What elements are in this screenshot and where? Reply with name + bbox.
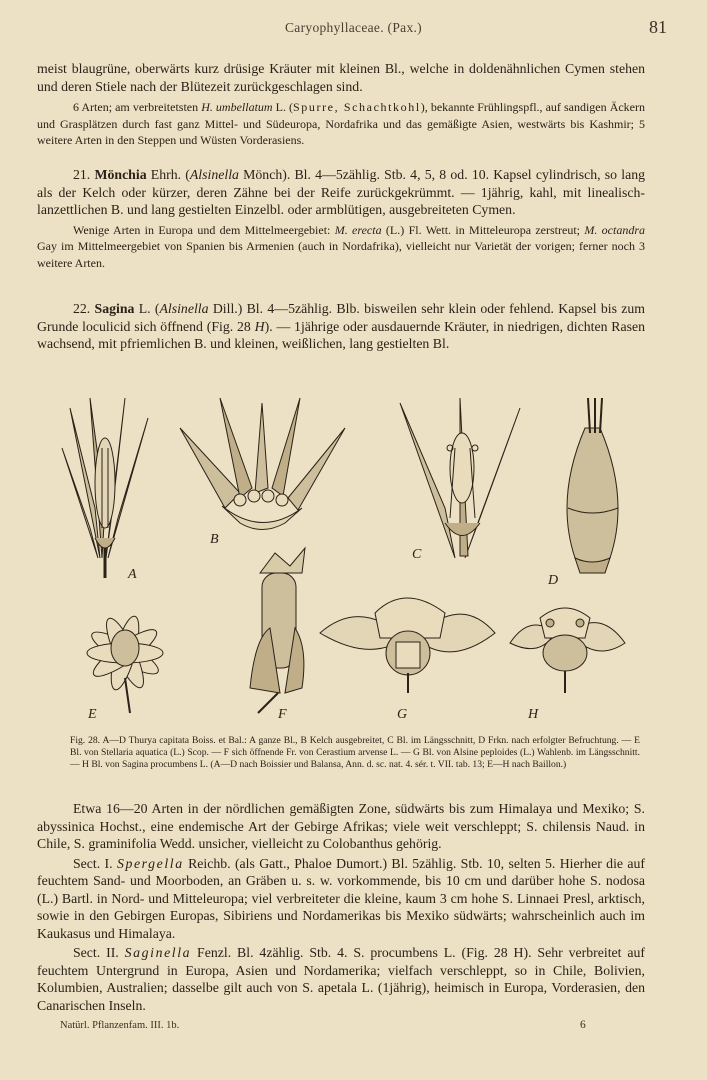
- species-text: Gay im Mittelmeergebiet von Spanien bis Armenien (auch in Nordafrika), vielleicht nur Varietät der vorigen; ferner noch 3 weitere Arten.: [37, 239, 645, 270]
- flower-h-illustration: [510, 608, 625, 693]
- section-name: Spergella: [116, 855, 184, 871]
- page-number: 81: [649, 17, 667, 37]
- genus-name: Mönchia: [94, 167, 147, 182]
- figure-label-f: F: [278, 707, 287, 722]
- genus-text: ). — 1jährige oder ausdauernde Kräuter, in niedrigen, dichten Rasen wachsend, mit pfriemlichen B. und kleinen, weißlichen, lang gestielten Bl.: [37, 318, 645, 351]
- intro-text: 6 Arten; am verbreitetsten: [73, 100, 202, 114]
- figure-label-g: G: [397, 707, 408, 722]
- header-title: Caryophyllaceae. (Pax.): [285, 20, 422, 35]
- intro-text: L. (: [272, 100, 294, 114]
- figure-label-h: H: [528, 707, 539, 722]
- calyx-b-illustration: [180, 398, 345, 530]
- intro-text: ), bekannte Frühlingspfl., auf sandigen Äckern und Grasplätzen durch fast ganz Mittel- und Südeuropa, Nordafrika und das gemäßigte Asien, westwärts bis Kashmir; 5 weitere Arten in den Steppen und Wüsten Vorderasiens.: [37, 100, 646, 148]
- section-label: Sect. I.: [73, 855, 117, 871]
- section-text: Fenzl. Bl. 4zählig. Stb. 4. S. procumbens L. (Fig. 28 H). Sehr verbreitet auf feuchtem Untergrund in Europa, Asien und Nordamerika; vielfach verschleppt, so in Chile, Bolivien, Kolumbien, Australien; dasselbe gilt auch von S. apetala L. (1jährig), heimisch in Europa, Vorderasien, den Canarischen Inseln.: [37, 945, 645, 1013]
- flower-c-illustration: [400, 398, 520, 558]
- figure-label-c: C: [412, 547, 422, 562]
- genus-author: Ehrh. (: [146, 167, 190, 182]
- section-label: Sect. II.: [73, 945, 125, 960]
- botanical-illustration: [40, 388, 670, 728]
- flower-e-illustration: [87, 614, 163, 713]
- genus-monchia: [37, 166, 645, 271]
- section-spergella: [37, 855, 645, 943]
- common-name: Spurre, Schachtkohl: [293, 100, 421, 114]
- section-text: Reichb. (als Gatt., Phaloe Dumort.) Bl. 5zählig. Stb. 10, selten 5. Hierher die auf feuchtem Sand- und Moorboden, an Gräben u. s. w. vorkommende, bis 10 cm und darüber hohe S. nodosa (L.) Bartl. in Nord- und Mitteleuropa; viel verbreiteter die kleine, kaum 3 cm hohe S. Linnaei Presl, arktisch, sowie in den Gebirgen Europas, Sibiriens und Nordamerikas bis Mexiko südwärts; wahrscheinlich auch im Kaukasus und Himalaya.: [37, 855, 645, 941]
- species-text: (L.) Fl. Wett. in Mitteleuropa zerstreut;: [381, 222, 585, 237]
- figure-label-a: A: [128, 567, 137, 582]
- section-name: Saginella: [124, 945, 192, 960]
- figure-28: [40, 388, 670, 728]
- flower-a-illustration: [62, 398, 148, 578]
- genus-number: 21.: [73, 167, 91, 182]
- genus-text: Mönch). Bl. 4—5zählig. Stb. 4, 5, 8 od. 10. Kapsel cylindrisch, so lang als der Kelch oder kürzer, deren Zähne bei der Reife zurückgekrümmt. — 1jährig, kahl, mit linealisch-lanzettlichen B. und lang gestielten Einzelbl. oder armblütigen, ausgebreiteten Cymen.: [37, 167, 645, 217]
- genus-sagina: [37, 300, 645, 353]
- running-header: [0, 17, 707, 42]
- genus-name: Sagina: [94, 301, 135, 316]
- footer-source: Natürl. Pflanzenfam. III. 1b.: [60, 1020, 180, 1031]
- sagina-distribution: [37, 800, 645, 1014]
- distribution-paragraph: Etwa 16—20 Arten in der nördlichen gemäßigten Zone, südwärts bis zum Himalaya und Mexiko; S. abyssinica Hochst., eine endemische Art der Gebirge Afrikas; viele weit verschleppt; S. chilensis Naud. in Chile, S. graminifolia Wedd. unsicher, vielleicht zu Colobanthus gehörig.: [37, 801, 645, 851]
- sagina-description: [37, 300, 645, 353]
- section-saginella: [37, 944, 645, 1014]
- figure-label-b: B: [210, 532, 219, 547]
- species-text: Wenige Arten in Europa und dem Mittelmeergebiet:: [73, 222, 335, 237]
- ovary-d-illustration: [567, 398, 618, 573]
- flower-g-illustration: [320, 598, 495, 693]
- genus-synonym: Alsinella: [189, 167, 239, 182]
- figure-label-e: E: [88, 707, 97, 722]
- footer-signature: 6: [580, 1019, 586, 1031]
- species-name: M. octandra: [584, 222, 645, 237]
- fruit-f-illustration: [250, 548, 305, 713]
- species-name: H. umbellatum: [201, 100, 273, 114]
- species-name: M. erecta: [334, 222, 382, 237]
- figure-label-d: D: [548, 573, 559, 588]
- intro-paragraph: meist blaugrüne, oberwärts kurz drüsige Kräuter mit kleinen Bl., welche in doldenähnlichen Cymen stehen und deren Stiele nach der Blütezeit zurückgeschlagen sind.: [37, 61, 645, 94]
- monchia-description: [37, 166, 645, 219]
- genus-author: L. (: [134, 301, 160, 316]
- figure-reference: H: [254, 318, 265, 334]
- monchia-species: [37, 222, 645, 272]
- genus-text: Dill.) Bl. 4—5zählig. Blb. bisweilen sehr klein oder fehlend. Kapsel bis zum Grunde loculicid sich öffnend (Fig. 28: [37, 301, 646, 334]
- intro-section: [37, 60, 645, 149]
- figure-caption: Fig. 28. A—D Thurya capitata Boiss. et Bal.: A ganze Bl., B Kelch ausgebreitet, C Bl. im Längsschnitt, D Frkn. nach erfolgter Befruchtung. — E Bl. von Stellaria aquatica (L.) Scop. — F sich öffnende Fr. von Cerastium arvense L. — G Bl. von Alsine peploides (L.) Wahlenb. im Längsschnitt. — H Bl. von Sagina procumbens L. (A—D nach Boissier und Balansa, Ann. d. sc. nat. 4. sér. t. VII. tab. 13; E—H nach Baillon.): [70, 735, 640, 770]
- intro-species-paragraph: [37, 99, 645, 149]
- genus-number: 22.: [73, 301, 91, 316]
- genus-synonym: Alsinella: [159, 301, 209, 316]
